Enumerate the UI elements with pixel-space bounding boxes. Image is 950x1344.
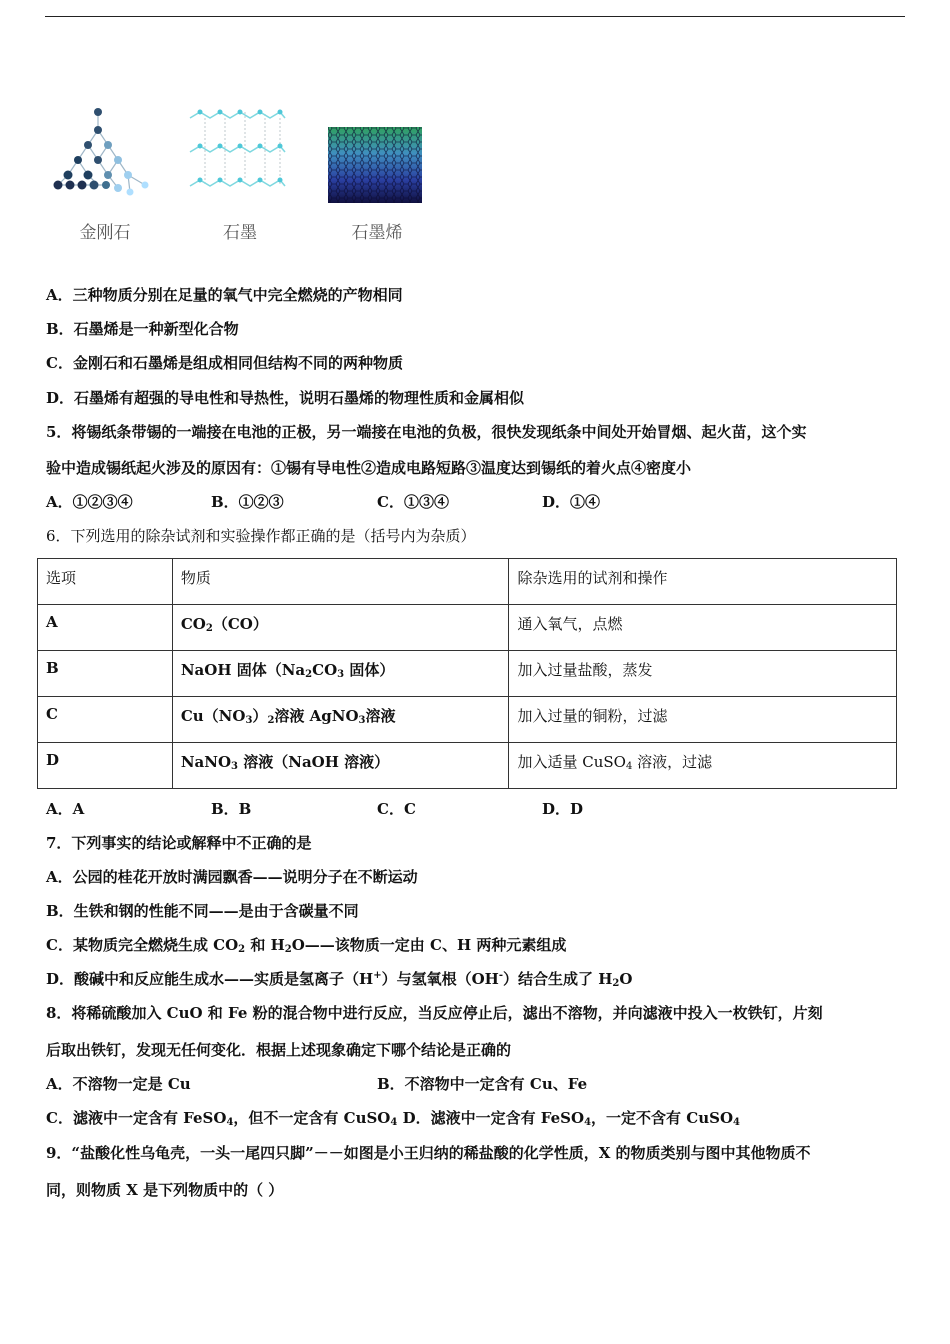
graphite-figure <box>185 100 295 245</box>
row-option: D <box>38 743 173 789</box>
row-substance: NaNO$_3$ 溶液（NaOH 溶液） <box>172 743 509 789</box>
diamond-figure <box>50 100 160 245</box>
q8-stem-line1: 8．将稀硫酸加入 CuO 和 Fe 粉的混合物中进行反应，当反应停止后，滤出不溶物，并向滤液中投入一枚铁钉，片刻 <box>46 1004 823 1022</box>
q6-option-c: C．C <box>377 800 416 818</box>
q5-option-a: A．①②③④ <box>46 493 133 511</box>
q7-option-b: B．生铁和钢的性能不同——是由于含碳量不同 <box>46 902 359 920</box>
row-substance: NaOH 固体（$Na_2CO_3$ 固体） <box>172 651 509 697</box>
row-reagent: 加入过量盐酸，蒸发 <box>509 651 897 697</box>
row-option: B <box>38 651 173 697</box>
table-row <box>38 605 897 651</box>
q4-option-d: D．石墨烯有超强的导电性和导热性，说明石墨烯的物理性质和金属相似 <box>46 389 525 407</box>
q7-stem: 7．下列事实的结论或解释中不正确的是 <box>46 834 312 852</box>
q5-stem-line1: 5．将锡纸条带锡的一端接在电池的正极，另一端接在电池的负极，很快发现纸条中间处开始冒烟、起火苗，这个实 <box>46 423 807 441</box>
row-substance: $CO_2(CO)$ <box>172 605 509 651</box>
q4-option-a: A．三种物质分别在足量的氧气中完全燃烧的产物相同 <box>46 286 403 304</box>
figure-caption: 石墨烯 <box>351 223 403 243</box>
q4-option-c: C．金刚石和石墨烯是组成相同但结构不同的两种物质 <box>46 354 403 372</box>
q6-option-a: A．A <box>46 800 85 818</box>
q7-option-d: D．酸碱中和反应能生成水——实质是氢离子（H+）与氢氧根（OH-）结合生成了 $H_2O$ <box>46 970 633 989</box>
row-reagent: 通入氧气，点燃 <box>509 605 897 651</box>
figure-caption: 石墨 <box>223 223 257 243</box>
q6-option-b: B．B <box>211 800 252 818</box>
q6-stem: 6．下列选用的除杂试剂和实验操作都正确的是（括号内为杂质） <box>46 527 476 545</box>
header-rule <box>45 16 905 17</box>
row-reagent: 加入适量 CuSO$_4$ 溶液，过滤 <box>509 743 897 789</box>
row-option: A <box>38 605 173 651</box>
table-row <box>38 697 897 743</box>
q7-option-c: C．某物质完全燃烧生成 $CO_2$ 和 $H_2O——$该物质一定由 C、H 两种元素组成 <box>46 936 567 955</box>
header-cell: 选项 <box>38 559 173 605</box>
graphene-structure-image <box>322 100 432 205</box>
q8-stem-line2: 后取出铁钉，发现无任何变化．根据上述现象确定下哪个结论是正确的 <box>46 1041 512 1059</box>
q6-table <box>37 558 897 789</box>
q8-option-a: A．不溶物一定是 Cu <box>46 1075 191 1093</box>
q5-option-d: D．①④ <box>542 493 601 511</box>
graphene-figure <box>322 100 432 245</box>
row-reagent: 加入过量的铜粉，过滤 <box>509 697 897 743</box>
table-header-row <box>38 559 897 605</box>
diamond-structure-image <box>50 100 160 205</box>
q4-option-b: B．石墨烯是一种新型化合物 <box>46 320 239 338</box>
figure-caption: 金刚石 <box>79 223 131 243</box>
q9-stem-line2: 同，则物质 X 是下列物质中的（ ） <box>46 1181 284 1199</box>
q9-stem-line1: 9．“盐酸化性乌龟壳，一头一尾四只脚”－－如图是小王归纳的稀盐酸的化学性质，X 的物质类别与图中其他物质不 <box>46 1144 811 1162</box>
graphite-structure-image <box>185 100 295 205</box>
header-cell: 物质 <box>172 559 509 605</box>
carbon-structures-figure <box>50 100 450 250</box>
row-substance: $Cu(NO_3)_2$溶液 AgNO$_3$溶液 <box>172 697 509 743</box>
q5-option-c: C．①③④ <box>377 493 449 511</box>
q5-option-b: B．①②③ <box>211 493 284 511</box>
table-row <box>38 743 897 789</box>
header-cell: 除杂选用的试剂和操作 <box>509 559 897 605</box>
table-row <box>38 651 897 697</box>
q6-option-d: D．D <box>542 800 584 818</box>
q5-stem-line2: 验中造成锡纸起火涉及的原因有：①锡有导电性②造成电路短路③温度达到锡纸的着火点④密度小 <box>46 459 692 477</box>
q8-option-b: B．不溶物中一定含有 Cu、Fe <box>377 1075 588 1093</box>
row-option: C <box>38 697 173 743</box>
q8-option-cd: C．滤液中一定含有 FeSO$_4$，但不一定含有 CuSO$_4$ D．滤液中一定含有 FeSO$_4$，一定不含有 CuSO$_4$ <box>46 1109 740 1128</box>
q7-option-a: A．公园的桂花开放时满园飘香——说明分子在不断运动 <box>46 868 418 886</box>
